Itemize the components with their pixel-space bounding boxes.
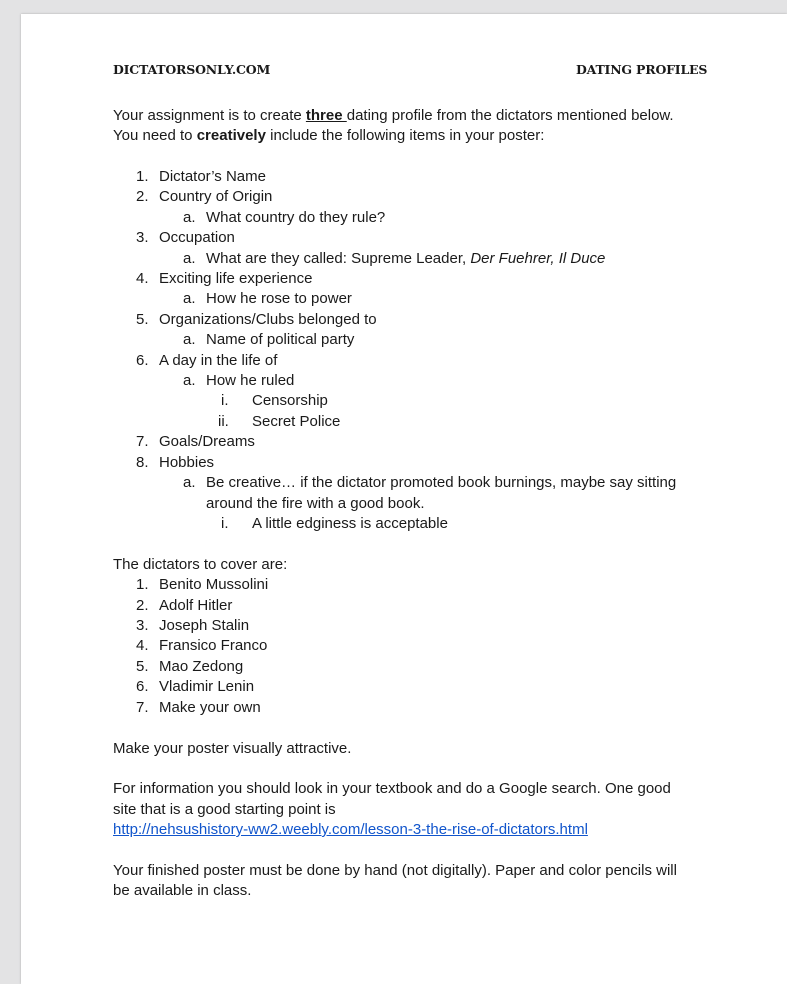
resource-link[interactable]: http://nehsushistory-ww2.weebly.com/lesson-3-the-rise-of-dictators.html	[113, 821, 588, 838]
list-marker: 3.	[136, 617, 149, 634]
list-subsubitem: Censorship	[252, 392, 328, 409]
list-marker: a.	[183, 209, 196, 226]
site-name: DICTATORSONLY.COM	[113, 62, 271, 77]
list-marker: 7.	[136, 699, 149, 716]
list-marker: 5.	[136, 311, 149, 328]
list-item: A day in the life of	[159, 352, 278, 369]
list-subsubitem: A little edginess is acceptable	[252, 515, 448, 532]
list-marker: 1.	[136, 168, 149, 185]
dictator-item: Vladimir Lenin	[159, 678, 255, 695]
list-subitem: What country do they rule?	[206, 209, 386, 226]
info-line-1: For information you should look in your textbook and do a Google search. One good	[113, 780, 671, 797]
list-marker: a.	[183, 250, 196, 267]
dictators-heading: The dictators to cover are:	[113, 556, 288, 573]
intro-line-1: Your assignment is to create three dating profile from the dictators mentioned below.	[113, 107, 674, 124]
list-marker: i.	[221, 392, 229, 409]
dictator-item: Adolf Hitler	[159, 597, 233, 614]
list-marker: 6.	[136, 352, 149, 369]
dictator-item: Mao Zedong	[159, 658, 244, 675]
dictator-item: Fransico Franco	[159, 637, 268, 654]
list-marker: 2.	[136, 597, 149, 614]
list-marker: a.	[183, 290, 196, 307]
list-marker: 4.	[136, 637, 149, 654]
emphasis-three: three	[305, 107, 347, 124]
list-item: Country of Origin	[159, 188, 273, 205]
list-item: Occupation	[159, 229, 235, 246]
list-subitem-continued: around the fire with a good book.	[206, 495, 425, 512]
list-subitem: Be creative… if the dictator promoted book burnings, maybe say sitting	[206, 474, 677, 491]
intro-line-2: You need to creatively include the following items in your poster:	[113, 127, 545, 144]
emphasis-creatively: creatively	[196, 127, 266, 144]
dictator-item: Make your own	[159, 699, 261, 716]
list-subsubitem: Secret Police	[252, 413, 341, 430]
list-marker: a.	[183, 331, 196, 348]
section-title: DATING PROFILES	[576, 62, 708, 77]
list-marker: 8.	[136, 454, 149, 471]
attractive-note: Make your poster visually attractive.	[113, 740, 352, 757]
list-marker: 6.	[136, 678, 149, 695]
list-item: Dictator’s Name	[159, 168, 266, 185]
list-marker: i.	[221, 515, 229, 532]
dictator-item: Benito Mussolini	[159, 576, 269, 593]
hand-note-line-2: be available in class.	[113, 882, 252, 899]
list-marker: 5.	[136, 658, 149, 675]
list-subitem: Name of political party	[206, 331, 355, 348]
list-subitem: How he ruled	[206, 372, 295, 389]
list-marker: 4.	[136, 270, 149, 287]
list-marker: 1.	[136, 576, 149, 593]
list-subitem: How he rose to power	[206, 290, 352, 307]
dictator-item: Joseph Stalin	[159, 617, 250, 634]
list-item: Organizations/Clubs belonged to	[159, 311, 377, 328]
hand-note-line-1: Your finished poster must be done by hand (not digitally). Paper and color pencils will	[113, 862, 677, 879]
list-subitem: What are they called: Supreme Leader, Der Fuehrer, Il Duce	[206, 250, 606, 267]
list-marker: a.	[183, 372, 196, 389]
list-item: Exciting life experience	[159, 270, 313, 287]
list-marker: 2.	[136, 188, 149, 205]
list-marker: 7.	[136, 433, 149, 450]
list-item: Goals/Dreams	[159, 433, 255, 450]
list-marker: a.	[183, 474, 196, 491]
list-marker: 3.	[136, 229, 149, 246]
list-marker: ii.	[218, 413, 229, 430]
info-line-2: site that is a good starting point is	[113, 801, 336, 818]
list-item: Hobbies	[159, 454, 215, 471]
